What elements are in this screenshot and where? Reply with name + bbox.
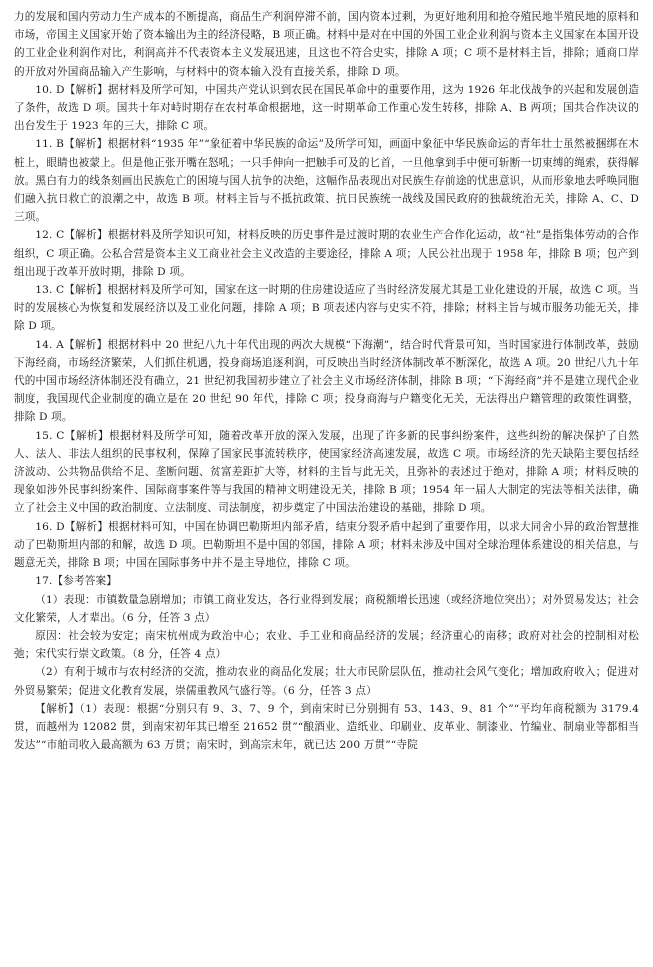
paragraph-q13-analysis: 13. C【解析】根据材料及所学可知，国家在这一时期的住房建设适应了当时经济发展尤其是工业化建设的开展，故选 C 项。当时的发展核心为恢复和发展经济以及工业化问题，排除 A 项；B 项表述内容与史实不符，排除；材料主旨与城市服务功能无关，排除 D 项。 <box>14 284 639 333</box>
paragraph-q11-analysis: 11. B【解析】根据材料“1935 年”“象征着中华民族的命运”及所学可知，画面中象征中华民族命运的青年壮士虽然被捆绑在木桩上，眼睛也被蒙上。但是他正张开嘴在怒吼；一只手伸向一把触手可及的匕首，一旦他拿到手中便可斩断一切束缚的绳索，获得解放。黑白有力的线条刻画出民族危亡的困境与国人抗争的决绝，这幅作品表现出对民族生存前途的忧患意识，从而形象地去呼唤同胞们融入抗日救亡的浪潮之中，故选 B 项。材料主旨与不抵抗政策、抗日民族统一战线及国民政府的独裁统治无关，排除 A、C、D 三项。 <box>14 138 639 224</box>
paragraph-q17-part1-reasons: 原因：社会较为安定；南宋杭州成为政治中心；农业、手工业和商品经济的发展；经济重心的南移；政府对社会的控制相对松弛；宋代实行崇文政策。（8 分，任答 4 点） <box>14 629 639 661</box>
paragraph-q14-analysis: 14. A【解析】根据材料中 20 世纪八九十年代出现的两次大规模“下海潮”，结合时代背景可知，当时国家进行体制改革，鼓励下海经商，市场经济繁荣，人们抓住机遇，投身商场追逐利润，可反映出当时经济体制改革不断深化，故选 A 项。20 世纪八九十年代的中国市场经济体制还没有确立，21 世纪初我国初步建立了社会主义市场经济体制，排除 B 项；“下海经商”并不是建立现代企业制度，我国现代企业制度的确立是在 20 世纪 90 年代，排除 C 项；投身商海与户籍变化无关，无法得出户籍管理的政策性调整，排除 D 项。 <box>14 338 639 424</box>
paragraph-q17-heading: 17.【参考答案】 <box>35 575 117 588</box>
paragraph-q12-analysis: 12. C【解析】根据材料及所学知识可知，材料反映的历史事件是过渡时期的农业生产合作化运动，故“社”是指集体劳动的合作组织，C 项正确。公私合营是资本主义工商业社会主义改造的主要途径，排除 A 项；人民公社出现于 1958 年，排除 B 项；包产到组出现于改革开放时期，排除 D 项。 <box>14 229 639 278</box>
paragraph-q9-continued: 力的发展和国内劳动力生产成本的不断提高，商品生产利润停滞不前，国内资本过剩，为更好地利用和抢夺殖民地半殖民地的原料和市场，帝国主义国家开始了资本输出为主的经济侵略，B 项正确。材料中是对在中国的外国工业企业利润与资本主义国家在本国开设的工业企业利润作对比，利润高并不代表资本主义发展迅速，且这也不符合史实，排除 A 项；C 项不是材料主旨，排除；通商口岸的开放对外国商品输入产生影响，与材料中的资本输入没有直接关系，排除 D 项。 <box>14 11 639 78</box>
paragraph-q16-analysis: 16. D【解析】根据材料可知，中国在协调巴勒斯坦内部矛盾，结束分裂矛盾中起到了重要作用，以求大同舍小异的政治智慧推动了巴勒斯坦内部的和解，故选 D 项。巴勒斯坦不是中国的邻国，排除 A 项；材料未涉及中国对全球治理体系建设的相关信息，与题意无关，排除 B 项；中国在国际事务中并不是主导地位，排除 C 项。 <box>14 520 639 570</box>
paragraph-q17-part2: （2）有利于城市与农村经济的交流，推动农业的商品化发展；壮大市民阶层队伍，推动社会风气变化；增加政府收入；促进对外贸易繁荣；促进文化教育发展，崇儒重教风气盛行等。（6 分，任答 3 点） <box>14 666 639 697</box>
paragraph-q15-analysis: 15. C【解析】根据材料及所学可知，随着改革开放的深入发展，出现了许多新的民事纠纷案件，这些纠纷的解决保护了自然人、法人、非法人组织的民事权利，保障了国家民事流转秩序，使国家经济高速发展，故选 C 项。市场经济的先天缺陷主要包括经济波动、公共物品供给不足、垄断问题、贫富差距扩大等，材料的主旨与此无关，且弥补的表述过于绝对，排除 A 项；材料反映的现象如涉外民事纠纷案件、国际商事案件等与我国的精神文明建设无关，排除 B 项；1954 年一届人大制定的宪法等相关法律，确立了社会主义中国的政治制度、立法制度、司法制度，初步奠定了中国法治建设的基础，排除 D 项。 <box>14 429 639 515</box>
paragraph-q17-analysis: 【解析】（1）表现：根据“分别只有 9、3、7、9 个，到南宋时已分别拥有 53、143、9、81 个”“平均年商税额为 3179.4 贯，而越州为 12082 贯，到南宋初年其已增至 21652 贯”“酿酒业、造纸业、印刷业、皮革业、制漆业、竹编业、制扇业等都相当发达”“市舶司收入最高额为 63 万贯；南宋时，到高宗末年，就已达 200 万贯”“寺院 <box>14 702 639 752</box>
paragraph-q17-part1-manifestation: （1）表现：市镇数量急剧增加；市镇工商业发达，各行业得到发展；商税额增长迅速（或经济地位突出）；对外贸易发达；社会文化繁荣，人才辈出。（6 分，任答 3 点） <box>14 593 639 624</box>
paragraph-q10-analysis: 10. D【解析】据材料及所学可知，中国共产党认识到农民在国民革命中的重要作用，这为 1926 年北伐战争的兴起和发展创造了条件，故选 D 项。国共十年对峙时期存在农村革命根据地，这一时期革命工作重心发生转移，排除 A、B 两项；国共合作决议的出台发生于 1923 年的三大，排除 C 项。 <box>14 83 639 133</box>
